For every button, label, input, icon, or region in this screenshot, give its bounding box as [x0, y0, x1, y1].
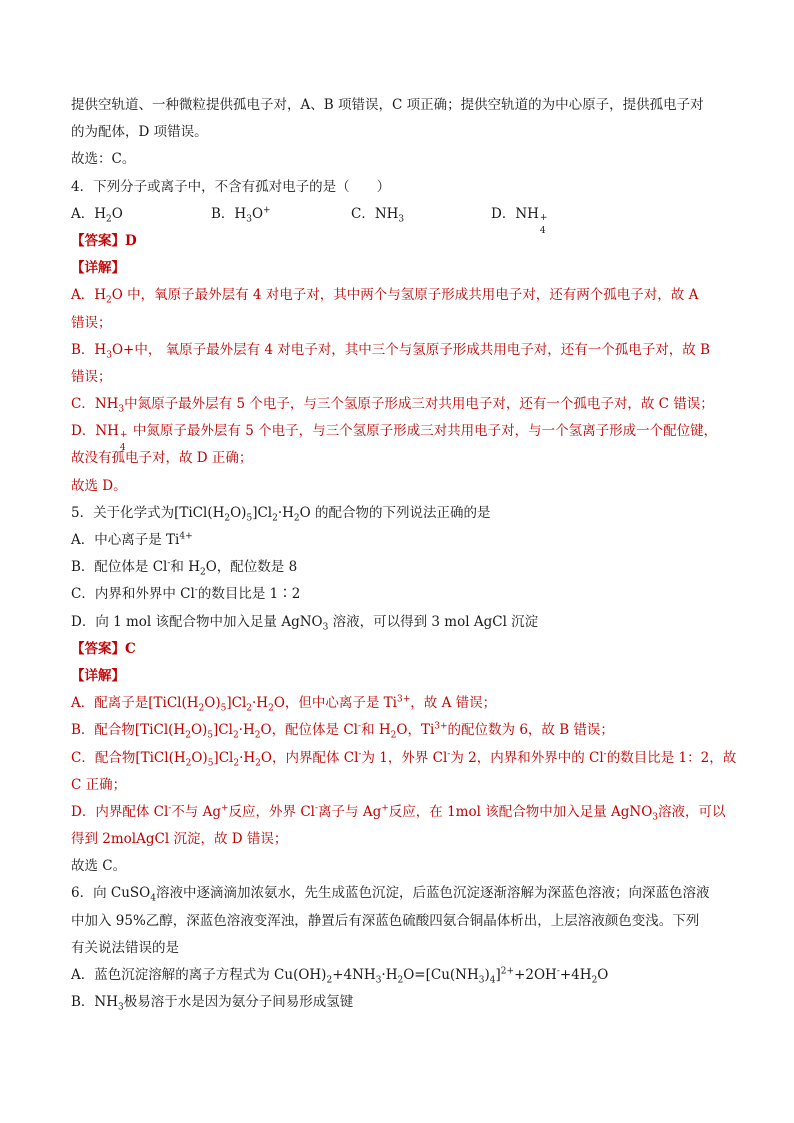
q6-stem-line-3: 有关说法错误的是 [71, 939, 179, 956]
q6-stem-line-1: 6．向 CuSO$_4$溶液中逐滴滴加浓氨水，先生成蓝色沉淀，后蓝色沉淀逐渐溶解为深蓝色溶液；向深蓝色溶液 [71, 885, 710, 905]
q4-detail-d: D．NH + 4 中氮原子最外层有 5 个电子，与三个氢原子形成三对共用电子对，与一个氢离子形成一个配位键， [71, 423, 718, 454]
q5-detail-b: B．配合物$[TiCl(H_2O)_5]Cl_2\cdot H_2O$，配位体是 Cl-和 $H_2O$，$Ti^{3+}$的配位数为 6，故 B 错误； [71, 721, 614, 741]
q4-option-b: B．$H_3O^+$ [211, 205, 271, 225]
q4-options [71, 201, 731, 236]
intro-line-1: 提供空轨道、一种微粒提供孤电子对，A、B 项错误，C 项正确；提供空轨道的为中心原子，提供孤电子对 [71, 97, 704, 113]
q5-option-d: D．向 1 mol 该配合物中加入足量 AgNO$_3$ 溶液，可以得到 3 mol AgCl 沉淀 [71, 613, 539, 633]
q4-option-a: A．$H_2O$ [71, 205, 123, 225]
q5-option-a: A．中心离子是 $Ti^{4+}$ [71, 531, 193, 548]
q5-detail-heading: 【详解】 [71, 667, 125, 684]
q4-detail-c: C．$NH_3$中氮原子最外层有 5 个电子，与三个氢原子形成三对共用电子对，还有一个孤电子对，故 C 错误； [71, 396, 714, 415]
q4-detail-b-cont: 错误； [71, 368, 112, 385]
q5-detail-c: C．配合物$[TiCl(H_2O)_5]Cl_2\cdot H_2O$，内界配体 Cl-为 1，外界 Cl-为 2，内界和外界中的 Cl-的数目比是 1：2，故 [71, 749, 737, 769]
intro-choice: 故选：C。 [71, 151, 136, 168]
q5-option-c: C．内界和外界中 Cl-的数目比是 1∶2 [71, 585, 301, 603]
q5-detail-d-cont: 得到 2molAgCl 沉淀，故 D 错误； [71, 831, 288, 848]
q5-detail-c-cont: C 正确； [71, 776, 127, 793]
intro-line-2: 的为配体，D 项错误。 [71, 124, 208, 141]
q5-detail-d: D．内界配体 Cl-不与 Ag+反应，外界 Cl-离子与 Ag+反应，在 1mol 该配合物中加入足量 AgNO$_3$溶液，可以 [71, 803, 726, 823]
q6-option-a: A．蓝色沉淀溶解的离子方程式为 $Cu(OH)_2+4NH_3\cdot H_2O=[Cu(NH_3)_4]^{2+}+2OH^-+4H_2O$ [71, 966, 609, 986]
q5-option-b: B．配位体是 Cl-和 $H_2O$，配位数是 8 [71, 558, 298, 578]
q5-stem: 5．关于化学式为$[TiCl(H_2O)_5]Cl_2\cdot H_2O$ 的配合物的下列说法正确的是 [71, 504, 491, 524]
q4-option-c: C．$NH_3$ [351, 205, 405, 225]
q4-detail-b: B．$H_3O+$中， 氧原子最外层有 4 对电子对，其中三个与氢原子形成共用电子对，还有一个孤电子对，故 B [71, 341, 710, 361]
q4-answer: 【答案】D [71, 232, 137, 249]
q5-detail-a: A．配离子是$[TiCl(H_2O)_5]Cl_2\cdot H_2O$，但中心离子是 $Ti^{3+}$，故 A 错误； [71, 694, 497, 714]
q4-detail-heading: 【详解】 [71, 260, 125, 277]
q6-option-b: B．$NH_3$极易溶于水是因为氨分子间易形成氢键 [71, 994, 354, 1013]
q6-stem-line-2: 中加入 95%乙醇，深蓝色溶液变浑浊，静置后有深蓝色硫酸四氨合铜晶体析出，上层溶液颜色变浅。下列 [71, 912, 700, 929]
q5-answer: 【答案】C [71, 640, 136, 657]
q4-detail-a-cont: 错误； [71, 314, 112, 331]
q5-choice: 故选 C。 [71, 858, 127, 875]
q4-stem: 4．下列分子或离子中，不含有孤对电子的是（ ） [71, 178, 391, 195]
q4-detail-a: A．$H_2O$ 中，氧原子最外层有 4 对电子对，其中两个与氢原子形成共用电子对，还有两个孤电子对，故 A [71, 287, 699, 306]
q4-option-d: D．NH + 4 [491, 205, 548, 236]
q4-detail-d-cont: 故没有孤电子对，故 D 正确； [71, 450, 253, 467]
document-page [71, 92, 737, 1016]
q4-choice: 故选 D。 [71, 477, 127, 494]
